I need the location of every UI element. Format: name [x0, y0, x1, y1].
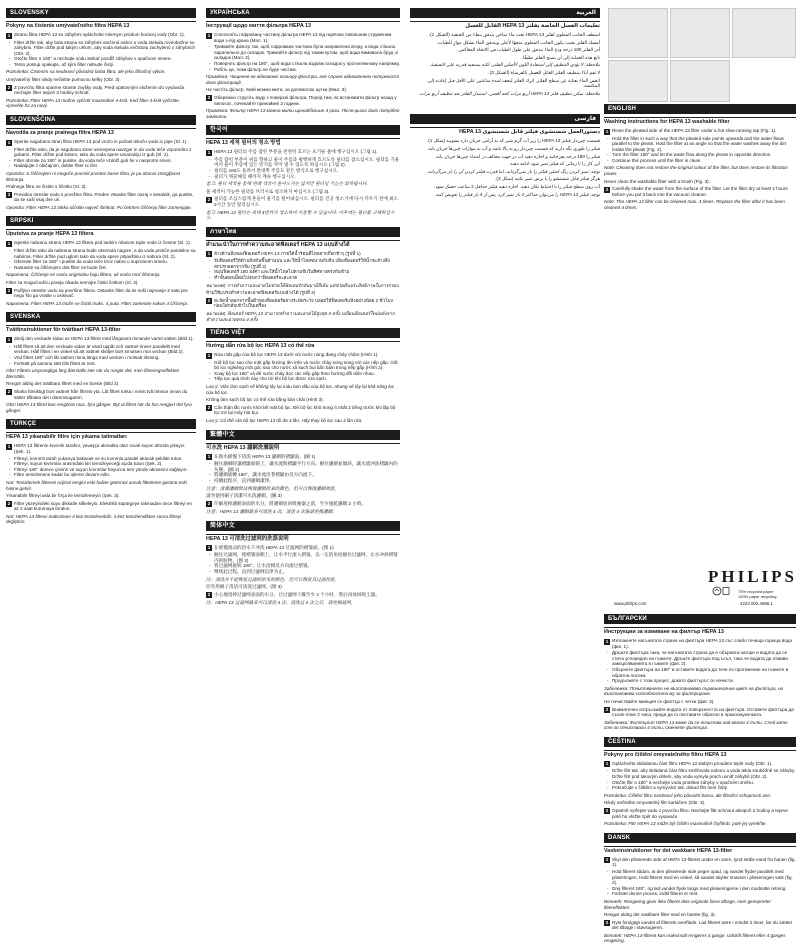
section-da	[604, 833, 796, 944]
section-sr	[6, 216, 196, 306]
lang-header: TÜRKÇE	[6, 419, 196, 429]
lang-header: SVENSKA	[6, 312, 196, 322]
bullet: - Giữ bộ lọc sao cho mặt gấp hướng lên trên và nước chảy song song với các nếp gấp. Giữ bộ lọc nghiêng một góc sao cho nước xả sạch bụi bẩn bám trong nếp gấp (Hình 2).	[211, 360, 400, 371]
step-text: ล้างด้านจีบของฟิลเตอร์ HEPA 13 ภายใต้น้ำร้อนที่ไหลจากก๊อกช้าๆ (รูปที่ 1)	[214, 250, 361, 256]
bullet: - 握住濾網時讓褶皺面朝上，讓水流與褶皺平行方向。握住濾網並傾斜，讓水流沖洗褶皺內的灰塵。(圖 2)	[211, 461, 400, 472]
step-text: Внимателно изтръскайте водата от повърхността на филтъра. Оставете филтъра да съхне поне 2 часа, преди да го поставите обратно в прахосмукачката.	[612, 706, 794, 718]
step-text: Сполосніть гофровану частину фільтра HEPA 13 під гарячою повільним струменем води з-під крана (Мал. 1).	[214, 32, 392, 43]
lang-header: ČEŠTINA	[604, 737, 796, 747]
note: ملاحظة: يمكن تنظيف فلتر HEPA 13 أربع مرات كحد أقصى. استبدل الفلتر بعد تنظيفه أربع مرات.	[418, 90, 600, 96]
step-number: 1	[207, 352, 211, 358]
section-fa	[410, 114, 600, 197]
step-text: สะบัดน้ำออกจากพื้นผิวของฟิลเตอร์อย่างระมัดระวัง ปล่อยให้ฟิลเตอร์แห้งอย่างน้อย 2 ชั่วโมงก่อนใส่กลับเข้าไปในเครื่อง	[214, 297, 393, 309]
bullet: - 주름 잡힌 부분이 위를 향하고 물이 주름과 평행하게 흐르도록 필터를 잡으십시오. 필터를 기울여서 물이 주름에 있는 먼지를 씻어 낼 수 있도록 하십시오 (그림 2).	[211, 157, 400, 168]
text-line: آب روی سطح فیلتر را با احتیاط تکان دهید. اجازه دهید فیلتر حداقل 2 ساعت خشک شود.	[434, 183, 600, 189]
step-number: 1	[207, 32, 211, 38]
step-number: 2	[7, 192, 11, 198]
step-text: Обережно струсіть воду з поверхні фільтра. Перед тим, як встановити фільтр назад у пилосос, почекайте принаймні 2 години.	[214, 94, 397, 106]
figure-angle	[670, 8, 730, 58]
text-line: تابع هذه العملية إلى أن يصبح الفلتر نظيفًا.	[521, 54, 600, 60]
note: 注：清洗并不能恢复过滤网原来的颜色，但可以恢复其过滤性能。	[206, 576, 340, 582]
warning-text: لا تقم أبدًا بتنظيف الفلتر القابل للغسل بالفرشاة (الشكل 3).	[488, 69, 600, 75]
bullet: - ทำขั้นตอนนี้ต่อไปจนกว่าฟิลเตอร์จะสะอาด	[211, 275, 400, 281]
website-link[interactable]: www.philips.com	[614, 601, 647, 606]
lang-header: SRPSKI	[6, 216, 196, 226]
note: Opomba: Filter HEPA 13 lahko očistite največ štirikrat. Po četrtem čiščenju filter zamenjajte.	[6, 204, 192, 210]
text-line: اشطف الجانب المطوي لفلتر HEPA 13 تحت ماء ساخن يتدفق ببطء من الحنفية (الشكل 1).	[428, 32, 600, 37]
warning-text: Nikdy nečistěte omyvatelný filtr kartáčem (Obr. 3).	[604, 800, 706, 806]
bullet: - จับฟิลเตอร์ให้ด้านจีบหันขึ้นด้านบน และให้น้ำไหลขนานกับจีบ เอียงฟิลเตอร์ให้น้ำชะล้างสิ่งสกปรกออกจากจีบ (รูปที่ 2)	[211, 258, 400, 269]
note: Bemærk: Rengøring giver ikke filteret dets originale farve tilbage, men genopretter filtereffekten.	[604, 898, 771, 910]
warning-text: Rengör aldrig det tvättbara filtret med en borste (Bild 3).	[6, 381, 120, 387]
section-tr	[6, 419, 196, 525]
step-number: 1	[7, 240, 11, 246]
section-th	[206, 227, 400, 322]
section-sk	[6, 8, 196, 109]
note: Note: The HEPA 13 filter can be cleaned max. 4 times. Replace the filter after it has been cleaned 4 times.	[604, 199, 785, 211]
bullet: - Otočte filtr o 180° a nechejte vodu protékat záhyby v opačném směru.	[609, 780, 796, 786]
bullet: - Držte filtr tak, aby skládaná část filtru směřovala nahoru a voda tekla souběžně se záhyby. Držte filtr pod takovým úhlem, aby voda vymyla prach uvnitř záhybů (Obr. 2).	[609, 768, 796, 779]
step-number: 2	[207, 501, 211, 507]
warning-text: Не чистіть фільтр, який можна мити, за допомогою щітки (Мал. 3).	[206, 87, 348, 93]
step-text: Opláchněte skládanou část filtru HEPA 13 slabým proudem teplé vody (Obr. 1).	[612, 760, 773, 766]
note: Napomena: Čišćenje ne vraća originalnu boju filtera, ali vraća moć filtriranja.	[6, 272, 161, 278]
figure-rinse	[608, 8, 668, 58]
note: 참고: HEPA 13 필터는 최대 4번까지 청소하여 사용할 수 있습니다. 이후에는 필터를 교체하십시오.	[206, 209, 395, 221]
section-title: Washing instructions for HEPA 13 washable filter	[604, 117, 796, 126]
lang-header: ENGLISH	[604, 104, 796, 114]
section-title: تعليمات الغسل الخاصة بفلتر HEPA 13 القابل للغسل	[410, 21, 600, 30]
note: Poznámka: Čištění filtru neobnoví jeho původní barvu, ale filtrační schopnosti ano.	[604, 792, 772, 798]
section-cs	[604, 737, 796, 827]
figure-turn	[732, 8, 796, 58]
step-number: 1	[207, 454, 211, 460]
note: Bemærk: HEPA 13-filteret kan maksimalt rengøres 4 gange. Udskift filteret efter 4 ganges rengøring.	[604, 932, 786, 944]
column-3	[410, 8, 600, 199]
bullet: - 필터를 180도 돌려서 반대쪽 주름도 같은 방식으로 헹구십시오.	[211, 168, 400, 174]
step-text: Изплакнете нагънатата страна на филтъра HEPA 13 със слабо течаща гореща вода (фиг. 1).	[612, 638, 792, 649]
step-number: 1	[605, 761, 609, 767]
warning-text: Filter za mogućnošću pranja nikada nemojte čistiti četkom (Sl. 3).	[6, 279, 139, 285]
note: توجه: فیلتر HEPA 13 را می‌توان حداکثر 4 بار تمیز کرد. پس از 4 بار فیلتر را تعویض کنید.	[434, 191, 600, 197]
step-text: Opatrně vytřepte vodu z povrchu filtru. Nechejte filtr schnout alespoň 2 hodiny a teprve poté ho vložte zpět do vysavače.	[612, 807, 788, 819]
bullet: - หมุนฟิลเตอร์ 180 องศา และให้น้ำไหลไปตามจีบในทิศทางตรงกันข้าม	[211, 269, 400, 275]
section-bg	[604, 614, 796, 731]
step-text: Z povrchu filtra opatrne straste zvyšky vody. Pred opätovným vložením do vysávača nechajte filter aspoň 2 hodiny schnúť.	[14, 84, 185, 96]
step-text: Skölj den veckade sidan av HEPA 13-filtret med långsamt rinnande varmt vatten (Bild 1).	[14, 336, 194, 342]
step-text: Stranu filtra HEPA 13 so záhybmi opláchnite miernym prúdom horúcej vody (Obr. 1).	[14, 32, 185, 37]
bullet: - Filter držte tak, aby bola strana so záhybmi otočená nahor a voda stekala rovnobežne so záhybmi. Filter držte pod takým uhlom, aby voda stekala nečistotu zachytenú v záhyboch (Obr. 2).	[11, 40, 196, 57]
section-title: HEPA 13 可清洗过滤网的洗涤说明	[206, 534, 400, 543]
step-text: Skaka försiktigt bort vattnet från filtrets yta. Låt filtret torka i minst två timmar innan du sätter tillbaka det i dammsugaren.	[14, 388, 188, 400]
lang-header: УКРАЇНСЬКА	[206, 8, 400, 18]
section-en	[604, 104, 796, 211]
step-text: HEPA 13 필터의 주름 잡힌 부분을 천천히 흐르는 뜨거운 물에 헹구십시오 (그림 1).	[214, 149, 378, 155]
bullet: - Filter držite tako da nabrana strana bude okrenuta nagore, a da voda protiče paralelno sa nabrima. Filter držite pod uglom tako da voda spere prljavštinu iz nabora (Sl. 2).	[11, 248, 196, 259]
bullet: - Продължете с този процес, докато филтърът се изчисти.	[609, 678, 796, 684]
section-ar	[410, 8, 600, 96]
bullet: - Xoay bộ lọc 180° và để nước chảy dọc các nếp gấp theo hướng đối diện nhau.	[211, 371, 400, 377]
note: 참고: 필터 세척을 통해 원래 색상이 돌아오지는 않지만 필터링 기능은 회복됩니다.	[206, 181, 368, 187]
bullet: - 握住过滤网，使褶皱面朝上，让水平行流入褶皱。以一定的角度握住过滤网，让水冲掉褶皱内的脏物。(图 2)	[211, 552, 400, 563]
section-sl	[6, 115, 196, 210]
bullet: - 將濾網旋轉 180°，讓水流沿著褶皺由反方向流下。	[211, 472, 400, 478]
step-number: 2	[7, 501, 11, 507]
lang-header: SLOVENŠČINA	[6, 115, 196, 125]
bullet: - Pokračujte v čištění a vymývání tak, dokud filtr není čistý.	[609, 785, 796, 791]
step-number: 2	[7, 85, 11, 91]
text-line: قسمت چین‌دار فیلتر HEPA 13 را زیر آب گرم شیر که به آرامی جریان دارد بشویید (شکل 1).	[426, 138, 600, 144]
bullet: - Otočte filter o 180° a nechajte vodu stekať pozdĺž záhybov v opačnom smere.	[11, 56, 196, 62]
bullet: - Nastavite sa čišćenjem dok filter ne bude čist.	[11, 265, 196, 271]
warning-text: Không làm sạch bộ lọc có thể rửa bằng bàn chải (Hình 3).	[206, 397, 324, 403]
step-number: 1	[207, 149, 211, 155]
warning-text: Never clean the washable filter with a brush (Fig. 3).	[604, 178, 710, 184]
step-number: 1	[605, 128, 609, 134]
text-line: فیلتر را طوری نگه دارید که قسمت چین‌دار رو به بالا باشد و آب به موازات چین‌ها جریان یابد.	[427, 145, 600, 151]
lang-header: 繁體中文	[206, 430, 400, 440]
note: توجه: تمیز کردن رنگ اصلی فیلتر را باز نمی‌گرداند، اما قدرت فیلتر کردن آن را باز می‌گرداند.	[427, 168, 600, 174]
recycle-line: 100% paper recycling	[738, 594, 777, 599]
section-title: Pokyny pro čištění omyvatelného filtru HEPA 13	[604, 750, 796, 759]
text-line: أمسك الفلتر بحيث يكون الجانب المطوي متجهًا لأعلى ويتدفق الماء بشكل موازٍ للطيات.	[436, 39, 600, 45]
note: Забележка: Почистването не възстановява първоначалния цвят на филтъра, но възстановява способността му за филтриране.	[604, 685, 784, 697]
step-text: 在缓慢流动的热水下冲洗 HEPA 13 过滤网的褶皱面。(图 1)	[214, 544, 334, 550]
step-number: 1	[7, 139, 11, 145]
bullet: - 필터가 깨끗해질 때까지 계속 헹구십시오.	[211, 174, 400, 180]
bullet: - Håll filtret så att den veckade sidan är vänd uppåt och vattnet rinner parallellt med veckan. Håll filtret i en vinkel så att vattnet sköljer bort smutsen mot veckan (Bild 2).	[11, 344, 196, 355]
bullet: - Turn the filter 180° and let the water flow along the pleats in opposite direction.	[609, 152, 796, 158]
section-sv	[6, 312, 196, 413]
section-zhs	[206, 521, 400, 606]
text-line: أدر الفلتر 180 درجة ودع الماء يتدفق على طول الطيات في الاتجاه المعاكس.	[457, 47, 600, 53]
section-title: Инструкции за измиване на филтър HEPA 13	[604, 627, 796, 636]
step-number: 2	[207, 95, 211, 101]
warning-text: 물 세척이 가능한 필터를 브러시로 청소하지 마십시오 (그림 3).	[206, 188, 330, 194]
lang-header: DANSK	[604, 833, 796, 843]
warning-text: Rengør aldrig det vaskbare filter med en børste (fig. 3).	[604, 912, 716, 918]
column-4	[604, 104, 796, 213]
bullet: - Тримайте фільтр так, щоб гофрована частина була направлена вгору, а вода стікала паралельно до складок. Тримайте фільтр під таким кутом, щоб вода вимивала бруд зі складок (Мал. 2).	[211, 44, 400, 61]
bullet: - Fortsätt på samma sätt tills filtret är rent.	[11, 361, 196, 367]
column-2	[206, 8, 400, 608]
bullet: - Filtreyi, kıvrımlı tarafı yukarıya bakacak ve su kıvrımla paralel akacak şekilde tutun. Filtreyi, suyun kıvrımlar arasındaki kiri temizleyeceği açıda tutun (Şek. 2).	[11, 456, 196, 467]
note: Obs! Filtrets ursprungliga färg återställs inte när du rengör det, men filtreringseffekten återställs.	[6, 368, 180, 379]
step-text: Skyl den plisserede side af HEPA 13-filteret under en varm, tynd stråle vand fra hanen (fig. 1).	[612, 856, 796, 868]
note: Not: Temizlemek filtrenin orijinal rengini eski haline getirmez ancak filtreleme gücünü eski haline getirir.	[6, 479, 187, 491]
recycle-line: 75% recycled paper	[738, 589, 774, 594]
note: หมายเหตุ: การทำความสะอาดไม่ช่วยให้ฟิลเตอร์กลับมามีสีเดิม แต่ช่วยคืนประสิทธิภาพในการกรอง	[206, 282, 399, 288]
bullet: - Робіть це, поки фільтр не буде чистим.	[211, 67, 400, 73]
step-text: Rửa mặt gấp của bộ lọc HEPA 13 dưới vòi nước nóng đang chảy chậm (Hình 1).	[214, 352, 379, 358]
section-title: Vaskeinstruktioner for det vaskbare HEPA 13-filter	[604, 846, 796, 855]
step-number: 2	[7, 288, 11, 294]
column-4-lower	[604, 614, 796, 946]
lang-header: العربية	[410, 8, 600, 18]
note: Poznámka: Filter HEPA 13 možno vyčistiť maximálne 4-krát. Keď filter 4-krát vyčistite, vymeňte ho za nový.	[6, 97, 181, 109]
step-text: Filtre yüzeyindeki suyu dikkatle silkeleyin. Elektrikli süpürgeye takmadan önce filtreyi en az 2 saat kurumaya bırakın.	[14, 500, 192, 512]
document-code: 4222.002.4686.1	[740, 601, 773, 606]
step-text: HEPA 13 filtrenin kıvrımlı tarafını, yavaşça akmakta olan sıcak suyun altında yıkayın (Şek. 1).	[14, 443, 185, 454]
lang-header: SLOVENSKY	[6, 8, 196, 18]
bullet: - Tiếp tục quá trình này cho tới khi bộ lọc được rửa sạch.	[211, 376, 400, 382]
step-number: 2	[605, 186, 609, 192]
section-title: Pokyny na čistenie umývateľného filtra HEPA 13	[6, 21, 196, 30]
warning-text: Не почиствайте миещия се филтър с четка (фиг. 3).	[604, 698, 715, 704]
bullet: - Nadaljujte z običajnim, dokler filter ni čist.	[11, 163, 196, 169]
bullet: - Hold the filter in such a way that the pleated side points upwards and the water flows parallel to the pleats. Hold the filter at an angle so that the water washes away the dirt inside the pleats (Fig. 2).	[609, 136, 796, 153]
section-title: دستورالعمل شستشوی فیلتر قابل شستشوی HEPA 13	[410, 127, 600, 136]
note: Lưu ý: Việc làm sạch sẽ không lấy lại màu ban đầu của bộ lọc, nhưng sẽ lấy lại khả năng lọc của bộ lọc.	[206, 384, 395, 395]
section-title: คำแนะนำในการทำความสะอาดฟิลเตอร์ HEPA 13 แบบล้างได้	[206, 240, 400, 249]
step-number: 1	[7, 32, 11, 38]
note: Lưu ý: Có thể rửa bộ lọc HEPA 13 tối đa 4 lần. Hãy thay bộ lọc sau 4 lần rửa.	[206, 418, 363, 424]
note: Napomena: Filter HEPA 13 može se čistiti maks. 4 puta. Filter zamenite nakon 4 čišćenja.	[6, 300, 189, 306]
step-number: 1	[207, 545, 211, 551]
note: Poznámka: Filtr HEPA 13 může být čištěn maximálně čtyřikrát, poté jej vyměňte.	[604, 821, 767, 827]
bullet: - Drej filteret 180°, og lad vandet flyde langs med plisseringerne i den modsatte retning.	[609, 886, 796, 892]
step-text: Carefully shake the water from the surface of the filter. Let the filter dry at least 2 hours before you put it back into the vacuum cleaner.	[612, 186, 788, 197]
step-number: 1	[605, 638, 609, 644]
bullet: - Filtre temizlenene kadar bu işleme devam edin.	[11, 472, 196, 478]
section-title: Uputstva za pranje HEPA 13 filtera	[6, 229, 196, 238]
bullet: - Fortsæt denne proces, indtil filteret er rent.	[609, 891, 796, 897]
step-text: Previdno otresite vodo s površine filtra. Preden vstavite filter nazaj v sesalnik, ga pustite, da se suši vsaj dve uri.	[14, 191, 194, 203]
section-title: Інструкції щодо миття фільтра HEPA 13	[206, 21, 400, 30]
bullet: - Tento postup opakujte, až kým filter nebude čistý.	[11, 62, 196, 68]
bullet: - Обърнете филтъра на 180° и оставете водата да тече по протежение на гънките в обратна посока.	[609, 667, 796, 678]
bullet: - 继续此过程，直到过滤网洁净为止。	[211, 569, 400, 575]
text-line: این کار را تا زمانی که فیلتر تمیز شود ادامه دهید.	[509, 161, 600, 167]
step-number: 2	[207, 196, 211, 202]
section-uk	[206, 8, 400, 119]
bullet: - Filter obrnite za 180° in pustite, da voda teče vzdolž gub še v nasprotni smeri.	[11, 158, 196, 164]
note: ملاحظة: لا يؤدي التنظيف إلى استعادة اللون الأصلي للفلتر، لكنه يستعيد قدرته على التصفية.	[429, 62, 600, 68]
note: Obs! HEPA 13-filtret kan rengöras max. fyra gånger. Byt ut filtret när du har rengjort det fyra gånger.	[6, 402, 192, 413]
note: หมายเหตุ: ฟิลเตอร์ HEPA 13 สามารถทำความสะอาดได้สูงสุด 4 ครั้ง เปลี่ยนฟิลเตอร์ใหม่หลังจากทำความสะอาดครบ 4 ครั้ง	[206, 311, 395, 322]
figure-brush	[608, 60, 668, 102]
step-number: 1	[207, 251, 211, 257]
step-text: Sperite nagubano stran filtra HEPA 13 pod vročo in počasi tekočo vodo iz pipe (Sl. 1).	[14, 139, 188, 145]
note: Not: HEPA 13 filtresi maksimum 4 kez temizlenebilir. 4 kez temizlendikten sonra filtreyi değiştirin.	[6, 513, 182, 525]
step-text: 小心地甩掉过滤网表面的水分。让过滤网干燥至少 2 个小时，然后再放回吸尘器。	[214, 591, 380, 597]
section-zht	[206, 430, 400, 515]
bullet: - Okrenite filter za 180° i pustite da voda teče kroz nabre u suprotnom smeru.	[11, 259, 196, 265]
column-1	[6, 8, 196, 527]
warning-text: 請勿使用刷子清潔可水洗濾網。(圖 3)	[206, 493, 282, 499]
step-number: 2	[7, 389, 11, 395]
step-number: 1	[7, 443, 11, 449]
lang-header: فارسی	[410, 114, 600, 124]
section-title: Hướng dẫn rửa bộ lọc HEPA 13 có thể rửa	[206, 341, 400, 350]
section-title: Tvättinstruktioner för tvättbart HEPA 13-filter	[6, 325, 196, 334]
note: 注意：清潔濾網無法恢復濾網原來的顏色，但可以恢復濾網效能。	[206, 485, 340, 491]
lang-header: 简体中文	[206, 521, 400, 531]
step-text: Cẩn thận lắc nước khỏi bề mặt bộ lọc. Để bộ lọc khô trong ít nhất 2 tiếng trước khi lắp bộ lọc trở lại máy hút bụi.	[214, 404, 396, 416]
text-line: انفض الماء بعناية عن سطح الفلتر. اترك الفلتر ليجف لمدة ساعتين على الأقل قبل إعادته إلى المكنسة.	[427, 77, 600, 89]
note: Opomba: S čiščenjem ni mogoče povrniti prvotne barve filtra, je pa obnovi zmogljivost filtriranja.	[6, 170, 181, 182]
bullet: - 持續此程序，直到濾網潔淨。	[211, 478, 400, 484]
note: 注：HEPA 13 过滤网最多可以清洗 4 次。清洗过 4 次之后，请更换滤网。	[206, 600, 356, 606]
lang-header: БЪЛГАРСКИ	[604, 614, 796, 624]
bullet: - Hold filteret sådan, at den plisserede side peger opad, og vandet flyder parallelt med plisseringen. Hold filteret med en vinkel, så vandet skyller snavset i plisseringen væk (fig. 2).	[609, 869, 796, 886]
bullet: - Поверніть фільтр на 180°, щоб вода стікала вздовж складок у протилежному напрямку.	[211, 61, 400, 67]
bullet: - Vrid filtret 180° och låt vattnet rinna längs med vecken i motsatt riktning.	[11, 355, 196, 361]
step-text: Rinse the pleated side of the HEPA 13 filter under a hot slow-running tap (Fig. 1).	[612, 128, 777, 133]
section-title: HEPA 13 세척 필터의 청소 방법	[206, 138, 400, 147]
step-text: 필터를 조심스럽게 흔들어 물기를 털어내십시오. 필터를 진공 청소기에 다시 끼우기 전에 최소 2시간 동안 말리십시오.	[214, 196, 398, 207]
step-number: 1	[7, 336, 11, 342]
brand-logo: PHILIPS	[708, 567, 798, 586]
warning-text: 切勿用刷子清洁可清洗过滤网。(图 3)	[206, 584, 282, 590]
bullet: - Filtreyi 180° derece çevirin ve suyun kıvrımlar boyunca ters yönde akmasını sağlayın.	[11, 467, 196, 473]
note: Забележка: Филтърът HEPA 13 може да се почиства най-много 4 пъти. След като сте го почиствали 4 пъти, сменете филтъра.	[604, 719, 788, 731]
section-title: HEPA 13 yıkanabilir filtre için yıkama talimatları	[6, 432, 196, 441]
step-number: 2	[605, 920, 609, 926]
lang-header: 한국어	[206, 125, 400, 135]
bullet: - Continue this process until the filter is clean.	[609, 158, 796, 164]
bullet: - Filter držite tako, da je nagubana stran usmerjena navzgor in da voda teče vzporedno z gubami. Filter držite pod kotom, tako da voda spere umazanijo iz gub (Sl. 2).	[11, 147, 196, 158]
text-line: فیلتر را 180 درجه بچرخانید و اجازه دهید آب در جهت مخالف در امتداد چین‌ها جریان یابد.	[435, 153, 600, 159]
step-number: 1	[605, 857, 609, 863]
figure-shake	[670, 60, 730, 102]
bullet: - Дръжте филтъра така, че нагънатата страна да е обърната нагоре и водата да се стича успоредно на гънките. Дръжте филтъра под ъгъл, така че водата да отмива замърсяванията в гънките (фиг. 2).	[609, 650, 796, 667]
step-text: Pažljivo otresite vodu sa površine filtera. Ostavite filter da se suši najmanje 2 sata pre nego što ga vratite u usisivač.	[14, 287, 188, 299]
step-text: Ryst forsigtigt vandet af filterets overflade. Lad filteret tørre i mindst 2 timer, før du sætter det tilbage i støvsugeren.	[612, 919, 793, 931]
warning-text: Umývateľný filter nikdy nečistite pomocou kefky (Obr. 3).	[6, 77, 121, 83]
step-text: Isperite nabranu stranu HEPA 13 filtera pod tankim mlazom tople vode iz česme (Sl. 1).	[14, 240, 192, 246]
recycle-note	[738, 589, 776, 599]
warning-text: Yıkanabilir filtreyi asla bir fırça ile temizlemeyin (Şek. 3).	[6, 493, 120, 499]
step-number: 2	[605, 707, 609, 713]
section-ko	[206, 125, 400, 220]
note: 注意：HEPA 13 濾網最多可清洗 4 次。清洗 4 次後請更換濾網。	[206, 509, 337, 515]
lang-header: ภาษาไทย	[206, 227, 400, 237]
step-text: 在熱水緩慢下清洗 HEPA 13 濾網的褶皺面。(圖 1)	[214, 453, 316, 459]
warning-text: هرگز فیلتر قابل شستشو را با برس تمیز نکنید (شکل 3).	[495, 176, 600, 182]
note: Примітка: Фільтр HEPA 13 можна мити щонайбільше 4 рази. Після цього його потрібно замінити.	[206, 108, 400, 119]
note: Note: Cleaning does not restore the original colour of the filter, but does restore its filtration power.	[604, 165, 788, 177]
lang-header: TIẾNG VIỆT	[206, 328, 400, 338]
step-number: 2	[207, 405, 211, 411]
note: Poznámka: Čistením sa neobnoví pôvodná farba filtra, ale jeho filtračný výkon.	[6, 69, 166, 75]
step-number: 2	[207, 592, 211, 598]
warning-text: ห้ามใช้แปรงทำความสะอาดฟิลเตอร์แบบล้างได้ (รูปที่ 3)	[206, 290, 316, 296]
section-title: Navodila za pranje pralnega filtra HEPA 13	[6, 128, 196, 137]
section-title: 可水洗 HEPA 13 濾網洗滌說明	[206, 443, 400, 452]
step-text: 仔細甩掉濾網表面的水分。將濾網放回吸塵器之前，至少風乾濾網 2 小時。	[214, 500, 367, 506]
section-vi	[206, 328, 400, 423]
step-number: 2	[207, 298, 211, 304]
recycle-icon	[712, 586, 730, 596]
note: Примітка: Чищення не відновлює кольору фільтра, але сприяє відновленню потужності його фільтрації.	[206, 74, 399, 85]
step-number: 2	[605, 808, 609, 814]
warning-text: Pralnega filtra ne čistite s ščetko (Sl. 3).	[6, 184, 87, 190]
bullet: - 将过滤网旋转 180°，让水沿相反方向流过褶皱。	[211, 563, 400, 569]
